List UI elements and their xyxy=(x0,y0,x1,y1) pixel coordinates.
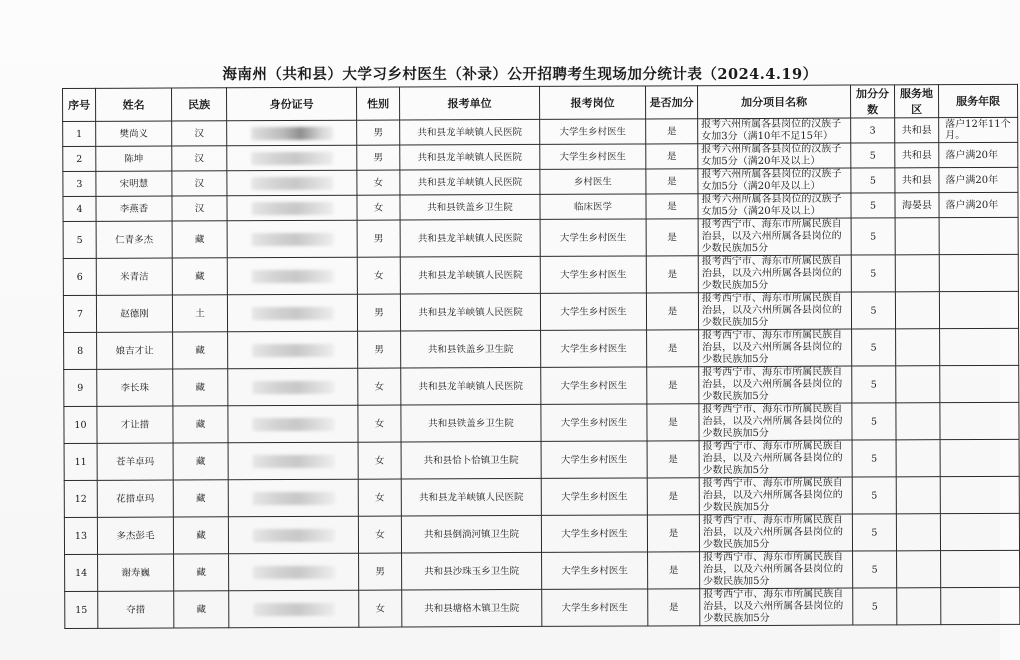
cell-bonus: 是 xyxy=(648,552,700,589)
cell-name: 赵德刚 xyxy=(96,295,172,332)
cell-bonus: 是 xyxy=(646,144,698,169)
redacted-id-number xyxy=(251,176,333,189)
cell-name: 苍羊卓玛 xyxy=(97,443,173,480)
cell-years xyxy=(941,550,1020,587)
cell-id-redacted xyxy=(227,220,357,258)
cell-id-redacted xyxy=(227,120,357,146)
cell-ethnicity: 藏 xyxy=(174,591,229,628)
cell-gender: 女 xyxy=(359,590,402,627)
cell-gender: 女 xyxy=(358,368,401,405)
cell-ethnicity: 藏 xyxy=(172,258,227,295)
redacted-id-number xyxy=(252,343,334,356)
cell-post: 大学生乡村医生 xyxy=(542,589,648,626)
cell-id-redacted xyxy=(227,294,357,332)
header-cell: 加分项目名称 xyxy=(697,85,850,119)
table-header-row xyxy=(63,84,1018,121)
cell-name: 谢寿巍 xyxy=(98,554,174,591)
cell-region xyxy=(896,403,940,440)
cell-no: 13 xyxy=(64,517,97,554)
bonus-points-table xyxy=(62,84,1020,629)
cell-years xyxy=(939,254,1018,291)
cell-gender: 男 xyxy=(357,120,400,145)
cell-ethnicity: 藏 xyxy=(173,332,228,369)
document-title: 海南州（共和县）大学习乡村医生（补录）公开招聘考生现场加分统计表（2024.4.19） xyxy=(222,66,818,83)
header-cell: 报考单位 xyxy=(399,86,539,120)
cell-id-redacted xyxy=(228,479,358,517)
cell-post: 大学生乡村医生 xyxy=(540,256,646,293)
cell-score: 5 xyxy=(853,588,897,625)
cell-years xyxy=(940,328,1019,365)
cell-unit: 共和县龙羊峡镇人民医院 xyxy=(400,144,540,170)
cell-region: 共和县 xyxy=(895,168,939,193)
cell-name: 李长珠 xyxy=(97,369,173,406)
cell-name: 才让措 xyxy=(97,406,173,443)
cell-id-redacted xyxy=(229,553,359,591)
cell-gender: 男 xyxy=(357,294,400,331)
cell-region: 海晏县 xyxy=(895,193,939,218)
header-cell: 身份证号 xyxy=(227,87,357,121)
cell-no: 4 xyxy=(63,196,96,221)
cell-name: 米青洁 xyxy=(96,258,172,295)
cell-name: 樊尚义 xyxy=(96,121,172,146)
cell-name: 宋明慧 xyxy=(96,171,172,196)
header-cell: 民族 xyxy=(172,88,227,121)
header-cell: 是否加分 xyxy=(645,86,697,119)
cell-post: 大学生乡村医生 xyxy=(540,219,646,256)
cell-unit: 共和县塘格木镇卫生院 xyxy=(402,589,542,627)
cell-no: 12 xyxy=(64,480,97,517)
cell-no: 1 xyxy=(63,121,96,146)
cell-score: 5 xyxy=(851,143,895,168)
table-row xyxy=(65,587,1020,628)
cell-gender: 男 xyxy=(358,331,401,368)
cell-bonus-item: 报考六州所属各县岗位的汉族子女加5分（满20年及以上） xyxy=(698,168,851,194)
cell-years xyxy=(940,476,1019,513)
cell-bonus-item: 报考西宁市、海东市所属民族自治县，以及六州所属各县岗位的少数民族加5分 xyxy=(698,255,851,293)
header-cell: 序号 xyxy=(63,88,96,121)
cell-unit: 共和县龙羊峡镇人民医院 xyxy=(400,219,540,257)
redacted-id-number xyxy=(252,528,334,541)
cell-id-redacted xyxy=(227,195,357,221)
cell-unit: 共和县铁盖乡卫生院 xyxy=(401,404,541,442)
cell-bonus-item: 报考西宁市、海东市所属民族自治县，以及六州所属各县岗位的少数民族加5分 xyxy=(698,292,851,330)
table-row xyxy=(63,254,1018,295)
cell-post: 大学生乡村医生 xyxy=(540,144,646,169)
cell-bonus-item: 报考西宁市、海东市所属民族自治县，以及六州所属各县岗位的少数民族加5分 xyxy=(699,403,852,441)
cell-region xyxy=(895,218,939,255)
cell-id-redacted xyxy=(229,590,359,628)
cell-post: 大学生乡村医生 xyxy=(541,478,647,515)
cell-years xyxy=(941,587,1020,624)
cell-score: 5 xyxy=(853,551,897,588)
redacted-id-number xyxy=(251,151,333,164)
cell-years xyxy=(939,217,1018,254)
cell-bonus-item: 报考六州所属各县岗位的汉族子女加3分（满10年不足15年） xyxy=(698,118,851,144)
cell-years: 落户满20年 xyxy=(939,167,1018,192)
cell-years: 落户满20年 xyxy=(939,192,1018,217)
table-row xyxy=(63,217,1018,258)
cell-region xyxy=(896,366,940,403)
cell-bonus: 是 xyxy=(647,367,699,404)
cell-bonus-item: 报考西宁市、海东市所属民族自治县，以及六州所属各县岗位的少数民族加5分 xyxy=(699,514,852,552)
cell-bonus: 是 xyxy=(646,119,698,144)
cell-region xyxy=(897,588,941,625)
cell-ethnicity: 汉 xyxy=(172,196,227,221)
cell-ethnicity: 藏 xyxy=(174,554,229,591)
cell-score: 5 xyxy=(852,477,896,514)
cell-post: 大学生乡村医生 xyxy=(541,441,647,478)
cell-gender: 女 xyxy=(358,405,401,442)
cell-score: 5 xyxy=(852,329,896,366)
cell-unit: 共和县龙羊峡镇人民医院 xyxy=(400,256,540,294)
cell-no: 6 xyxy=(63,258,96,295)
cell-name: 多杰彭毛 xyxy=(97,517,173,554)
redacted-id-number xyxy=(251,269,333,282)
cell-no: 14 xyxy=(65,554,98,591)
cell-bonus: 是 xyxy=(646,256,698,293)
cell-years: 落户满20年 xyxy=(939,142,1018,167)
cell-region xyxy=(896,440,940,477)
cell-id-redacted xyxy=(228,405,358,443)
cell-score: 3 xyxy=(851,118,895,143)
cell-no: 9 xyxy=(64,369,97,406)
cell-ethnicity: 藏 xyxy=(173,480,228,517)
cell-no: 5 xyxy=(63,221,96,258)
redacted-id-number xyxy=(253,602,335,615)
cell-bonus-item: 报考西宁市、海东市所属民族自治县，以及六州所属各县岗位的少数民族加5分 xyxy=(699,366,852,404)
cell-bonus: 是 xyxy=(646,169,698,194)
redacted-id-number xyxy=(252,380,334,393)
cell-gender: 女 xyxy=(358,442,401,479)
cell-gender: 女 xyxy=(358,516,401,553)
cell-region xyxy=(896,477,940,514)
cell-no: 8 xyxy=(64,332,97,369)
cell-region xyxy=(895,255,939,292)
table-row xyxy=(64,476,1019,517)
redacted-id-number xyxy=(251,201,333,214)
cell-id-redacted xyxy=(227,145,357,171)
cell-no: 7 xyxy=(63,295,96,332)
cell-ethnicity: 藏 xyxy=(173,443,228,480)
cell-unit: 共和县铁盖乡卫生院 xyxy=(401,330,541,368)
cell-ethnicity: 汉 xyxy=(172,121,227,146)
cell-gender: 女 xyxy=(357,195,400,220)
cell-gender: 男 xyxy=(357,145,400,170)
cell-bonus-item: 报考西宁市、海东市所属民族自治县，以及六州所属各县岗位的少数民族加5分 xyxy=(700,588,853,626)
cell-id-redacted xyxy=(227,257,357,295)
cell-gender: 女 xyxy=(357,170,400,195)
cell-ethnicity: 藏 xyxy=(173,406,228,443)
cell-id-redacted xyxy=(228,368,358,406)
cell-score: 5 xyxy=(851,193,895,218)
cell-no: 2 xyxy=(63,146,96,171)
cell-ethnicity: 汉 xyxy=(172,146,227,171)
table-row xyxy=(64,402,1019,443)
cell-years: 落户12年11个月。 xyxy=(939,117,1018,142)
cell-ethnicity: 藏 xyxy=(172,221,227,258)
cell-unit: 共和县恰卜恰镇卫生院 xyxy=(401,441,541,479)
cell-gender: 男 xyxy=(359,553,402,590)
cell-years xyxy=(940,439,1019,476)
cell-unit: 共和县倒淌河镇卫生院 xyxy=(401,515,541,553)
cell-score: 5 xyxy=(852,440,896,477)
cell-bonus: 是 xyxy=(646,219,698,256)
cell-gender: 女 xyxy=(357,257,400,294)
cell-name: 夺措 xyxy=(98,591,174,628)
cell-post: 大学生乡村医生 xyxy=(540,293,646,330)
cell-region xyxy=(897,551,941,588)
redacted-id-number xyxy=(251,126,333,139)
cell-post: 大学生乡村医生 xyxy=(541,515,647,552)
table-body xyxy=(63,117,1020,628)
cell-score: 5 xyxy=(852,403,896,440)
cell-post: 乡村医生 xyxy=(540,169,646,194)
cell-post: 临床医学 xyxy=(540,194,646,219)
cell-unit: 共和县龙羊峡镇人民医院 xyxy=(401,478,541,516)
cell-unit: 共和县沙珠玉乡卫生院 xyxy=(402,552,542,590)
cell-bonus-item: 报考西宁市、海东市所属民族自治县，以及六州所属各县岗位的少数民族加5分 xyxy=(698,218,851,256)
cell-id-redacted xyxy=(228,516,358,554)
cell-years xyxy=(940,402,1019,439)
cell-bonus-item: 报考六州所属各县岗位的汉族子女加5分（满20年及以上） xyxy=(698,143,851,169)
header-cell: 服务地区 xyxy=(894,85,938,118)
cell-ethnicity: 藏 xyxy=(173,517,228,554)
cell-post: 大学生乡村医生 xyxy=(542,552,648,589)
cell-post: 大学生乡村医生 xyxy=(540,119,646,144)
cell-region xyxy=(895,292,939,329)
cell-bonus-item: 报考西宁市、海东市所属民族自治县，以及六州所属各县岗位的少数民族加5分 xyxy=(699,440,852,478)
cell-bonus: 是 xyxy=(647,478,699,515)
cell-bonus-item: 报考西宁市、海东市所属民族自治县，以及六州所属各县岗位的少数民族加5分 xyxy=(699,477,852,515)
cell-ethnicity: 藏 xyxy=(173,369,228,406)
table-row xyxy=(64,328,1019,369)
cell-post: 大学生乡村医生 xyxy=(541,330,647,367)
cell-unit: 共和县铁盖乡卫生院 xyxy=(400,194,540,220)
cell-bonus-item: 报考西宁市、海东市所属民族自治县，以及六州所属各县岗位的少数民族加5分 xyxy=(699,329,852,367)
header-cell: 服务年限 xyxy=(938,84,1017,117)
cell-unit: 共和县龙羊峡镇人民医院 xyxy=(401,367,541,405)
cell-bonus: 是 xyxy=(647,515,699,552)
cell-ethnicity: 土 xyxy=(172,295,227,332)
table-row xyxy=(64,439,1019,480)
cell-score: 5 xyxy=(851,292,895,329)
cell-region: 共和县 xyxy=(895,118,939,143)
cell-id-redacted xyxy=(228,331,358,369)
cell-unit: 共和县龙羊峡镇人民医院 xyxy=(400,293,540,331)
cell-no: 3 xyxy=(63,171,96,196)
redacted-id-number xyxy=(253,565,335,578)
cell-name: 李燕香 xyxy=(96,196,172,221)
cell-score: 5 xyxy=(852,514,896,551)
cell-ethnicity: 汉 xyxy=(172,171,227,196)
table-row xyxy=(64,513,1019,554)
cell-name: 娘吉才让 xyxy=(97,332,173,369)
cell-score: 5 xyxy=(851,218,895,255)
cell-region: 共和县 xyxy=(895,143,939,168)
header-cell: 性别 xyxy=(356,87,399,120)
table-row xyxy=(64,365,1019,406)
cell-years xyxy=(940,365,1019,402)
cell-unit: 共和县龙羊峡镇人民医院 xyxy=(400,169,540,195)
cell-region xyxy=(896,514,940,551)
cell-gender: 男 xyxy=(357,220,400,257)
cell-years xyxy=(939,291,1018,328)
cell-bonus: 是 xyxy=(647,330,699,367)
cell-score: 5 xyxy=(851,255,895,292)
redacted-id-number xyxy=(251,232,333,245)
cell-bonus: 是 xyxy=(647,441,699,478)
cell-id-redacted xyxy=(228,442,358,480)
cell-bonus: 是 xyxy=(646,293,698,330)
redacted-id-number xyxy=(251,306,333,319)
redacted-id-number xyxy=(252,417,334,430)
cell-region xyxy=(896,329,940,366)
redacted-id-number xyxy=(252,491,334,504)
cell-name: 仁青多杰 xyxy=(96,221,172,258)
cell-name: 花措卓玛 xyxy=(97,480,173,517)
cell-score: 5 xyxy=(851,168,895,193)
cell-score: 5 xyxy=(852,366,896,403)
cell-years xyxy=(940,513,1019,550)
cell-bonus-item: 报考六州所属各县岗位的汉族子女加5分（满20年及以上） xyxy=(698,193,851,219)
cell-no: 15 xyxy=(65,591,98,628)
cell-name: 陈坤 xyxy=(96,146,172,171)
redacted-id-number xyxy=(252,454,334,467)
cell-no: 11 xyxy=(64,443,97,480)
table-row xyxy=(63,291,1018,332)
cell-bonus: 是 xyxy=(646,194,698,219)
cell-bonus-item: 报考西宁市、海东市所属民族自治县，以及六州所属各县岗位的少数民族加5分 xyxy=(700,551,853,589)
cell-gender: 女 xyxy=(358,479,401,516)
header-cell: 报考岗位 xyxy=(539,86,645,119)
cell-no: 10 xyxy=(64,406,97,443)
cell-unit: 共和县龙羊峡镇人民医院 xyxy=(400,119,540,145)
cell-post: 大学生乡村医生 xyxy=(541,404,647,441)
table-row xyxy=(65,550,1020,591)
header-cell: 加分分数 xyxy=(850,85,894,118)
cell-post: 大学生乡村医生 xyxy=(541,367,647,404)
cell-id-redacted xyxy=(227,170,357,196)
cell-bonus: 是 xyxy=(647,404,699,441)
header-cell: 姓名 xyxy=(96,88,172,121)
cell-bonus: 是 xyxy=(648,589,700,626)
